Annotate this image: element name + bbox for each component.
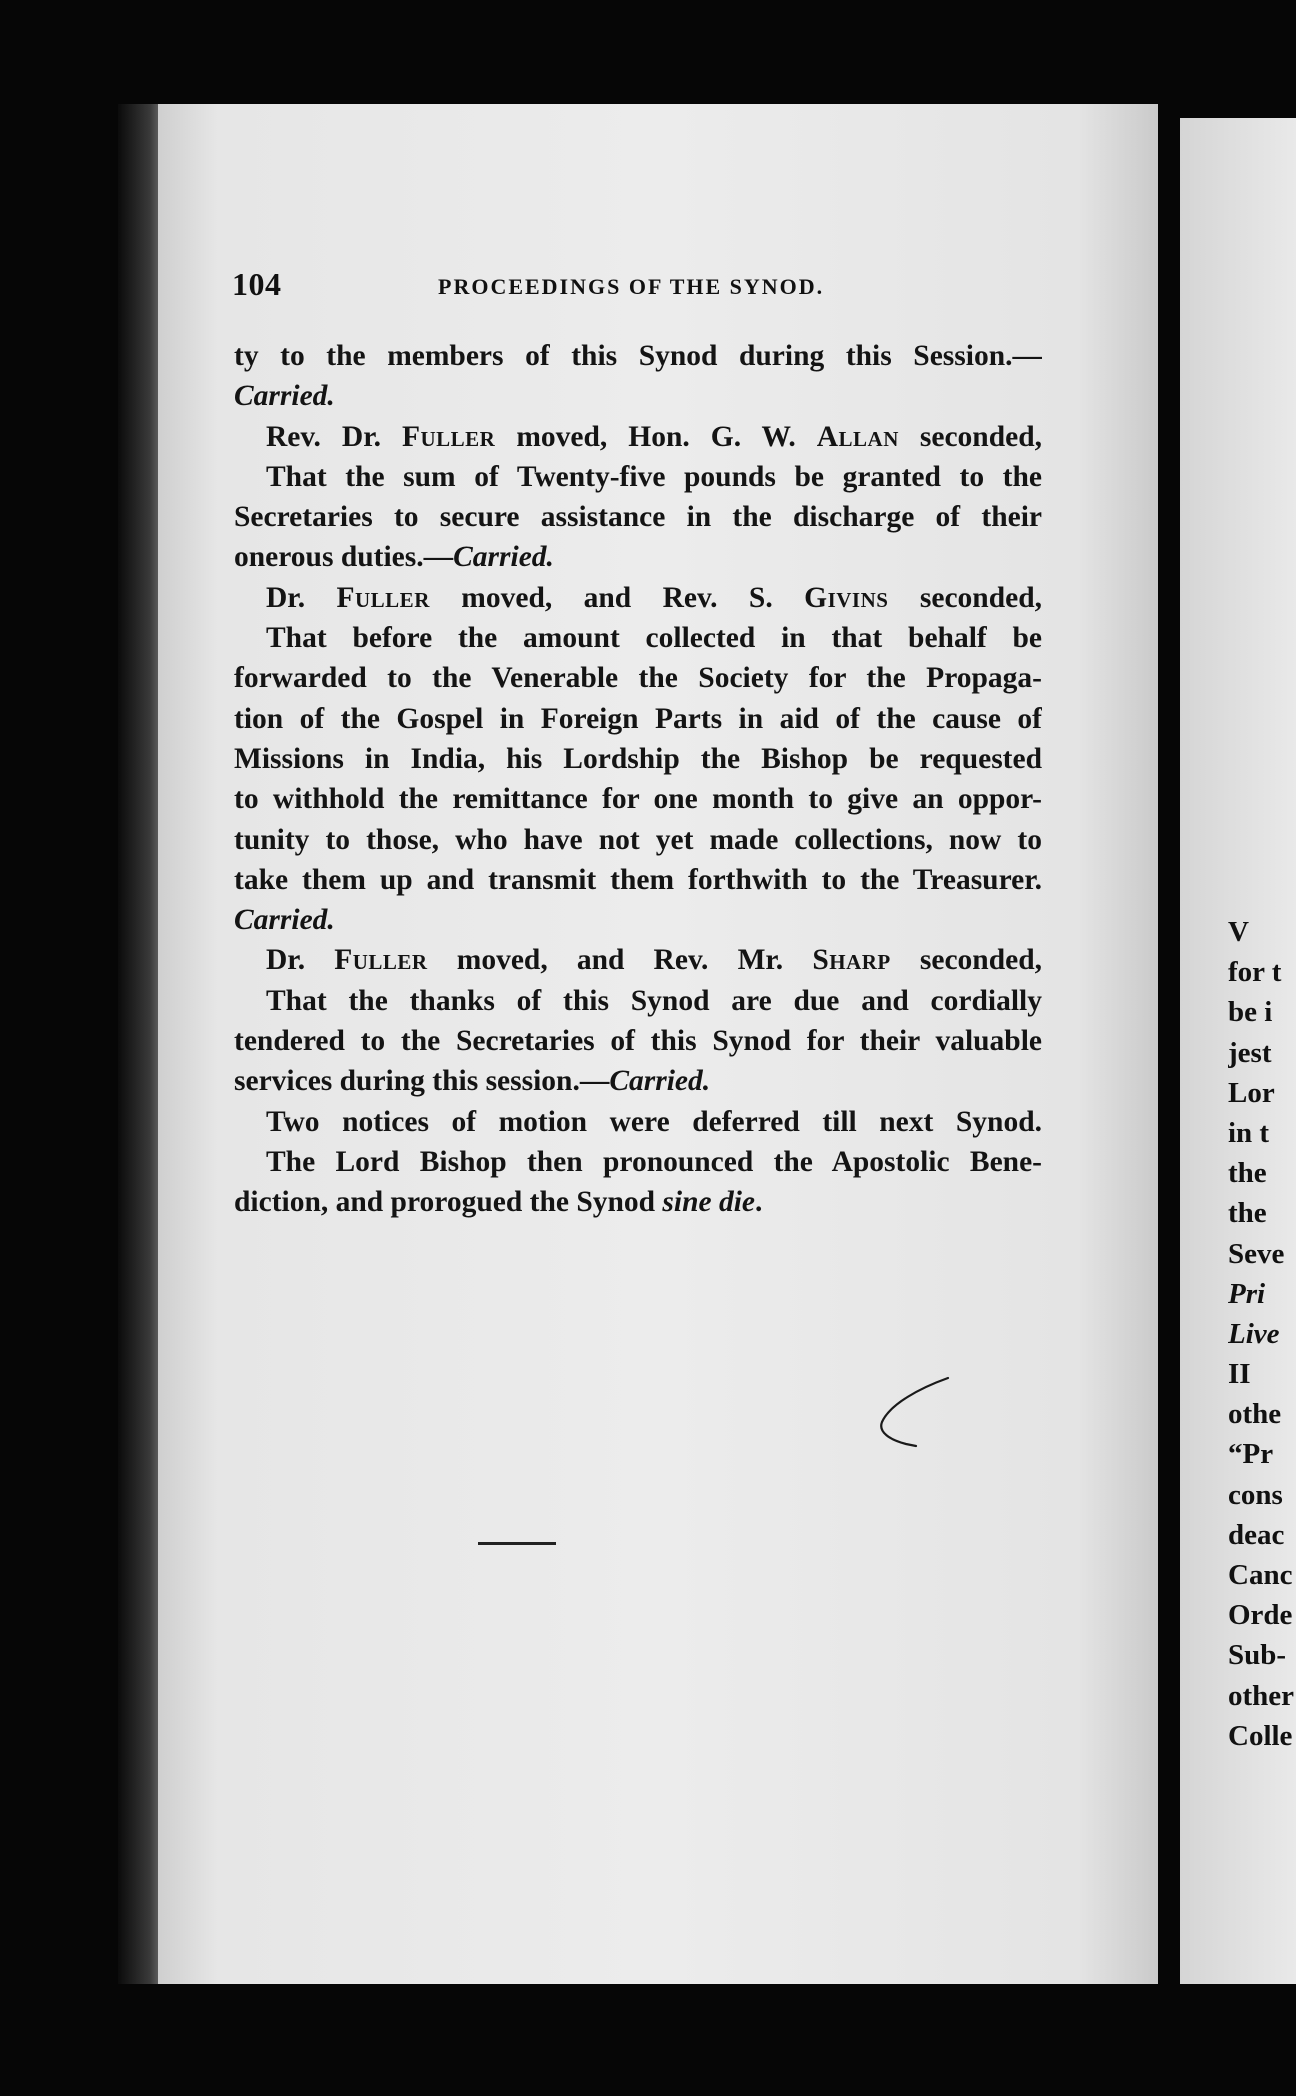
text-line: Missions in India, his Lordship the Bishop be requested bbox=[234, 742, 1042, 775]
text-line: Carried. bbox=[234, 380, 335, 413]
facing-page-line: Colle bbox=[1228, 1719, 1293, 1752]
facing-page-line: the bbox=[1228, 1197, 1267, 1230]
motion-line: Dr. Fuller moved, and Rev. S. Givins seconded, bbox=[266, 581, 1042, 614]
facing-page-line: the bbox=[1228, 1157, 1267, 1190]
text-line: That the thanks of this Synod are due and cordially bbox=[266, 984, 1042, 1017]
facing-page-line: II bbox=[1228, 1358, 1251, 1391]
body-text bbox=[234, 336, 1042, 1223]
text-line: onerous duties.—Carried. bbox=[234, 541, 554, 574]
facing-page-line: “Pr bbox=[1228, 1438, 1274, 1471]
text-line: The Lord Bishop then pronounced the Apostolic Bene- bbox=[266, 1145, 1042, 1178]
facing-page-line: jest bbox=[1228, 1036, 1272, 1069]
facing-page-line: for t bbox=[1228, 956, 1282, 989]
text-line: diction, and prorogued the Synod sine die. bbox=[234, 1186, 763, 1219]
text-line: Secretaries to secure assistance in the discharge of their bbox=[234, 501, 1042, 534]
text-line: Carried. bbox=[234, 904, 335, 937]
motion-line: Rev. Dr. Fuller moved, Hon. G. W. Allan seconded, bbox=[266, 420, 1042, 453]
facing-page-line: Orde bbox=[1228, 1599, 1293, 1632]
text-line: That before the amount collected in that behalf be bbox=[266, 622, 1042, 655]
text-line: forwarded to the Venerable the Society for the Propaga- bbox=[234, 662, 1042, 695]
facing-page-line: be i bbox=[1228, 996, 1273, 1029]
facing-page-line: cons bbox=[1228, 1478, 1283, 1511]
facing-page-line: deac bbox=[1228, 1518, 1285, 1551]
book-binding-shadow bbox=[118, 104, 158, 1984]
text-line: tunity to those, who have not yet made collections, now to bbox=[234, 823, 1042, 856]
text-line: tendered to the Secretaries of this Synod for their valuable bbox=[234, 1025, 1042, 1058]
motion-line: Dr. Fuller moved, and Rev. Mr. Sharp seconded, bbox=[266, 944, 1042, 977]
running-head bbox=[232, 266, 1068, 310]
text-line: That the sum of Twenty-five pounds be granted to the bbox=[266, 460, 1042, 493]
facing-page-line: othe bbox=[1228, 1398, 1282, 1431]
facing-page-line: Canc bbox=[1228, 1559, 1293, 1591]
text-line: take them up and transmit them forthwith to the Treasurer. bbox=[234, 863, 1042, 896]
facing-page-line: Sub- bbox=[1228, 1639, 1287, 1672]
facing-page-text bbox=[1228, 912, 1296, 1756]
facing-page-line: Pri bbox=[1228, 1277, 1266, 1310]
facing-page-line: V bbox=[1228, 916, 1249, 948]
running-title: PROCEEDINGS OF THE SYNOD. bbox=[438, 274, 825, 299]
facing-page-line: other bbox=[1228, 1679, 1295, 1712]
facing-page-line: Live bbox=[1228, 1317, 1280, 1350]
text-line: ty to the members of this Synod during this Session.— bbox=[234, 340, 1042, 372]
closing-rule bbox=[478, 1542, 556, 1545]
facing-page-line: in t bbox=[1228, 1116, 1270, 1149]
facing-page-line: Seve bbox=[1228, 1237, 1285, 1270]
pen-mark-icon bbox=[860, 1370, 980, 1470]
text-line: tion of the Gospel in Foreign Parts in aid of the cause of bbox=[234, 702, 1042, 735]
text-line: to withhold the remittance for one month to give an oppor- bbox=[234, 783, 1042, 816]
text-line: Two notices of motion were deferred till next Synod. bbox=[266, 1105, 1042, 1138]
text-line: services during this session.—Carried. bbox=[234, 1065, 711, 1098]
facing-page-line: Lor bbox=[1228, 1076, 1275, 1109]
page-number: 104 bbox=[232, 266, 282, 302]
